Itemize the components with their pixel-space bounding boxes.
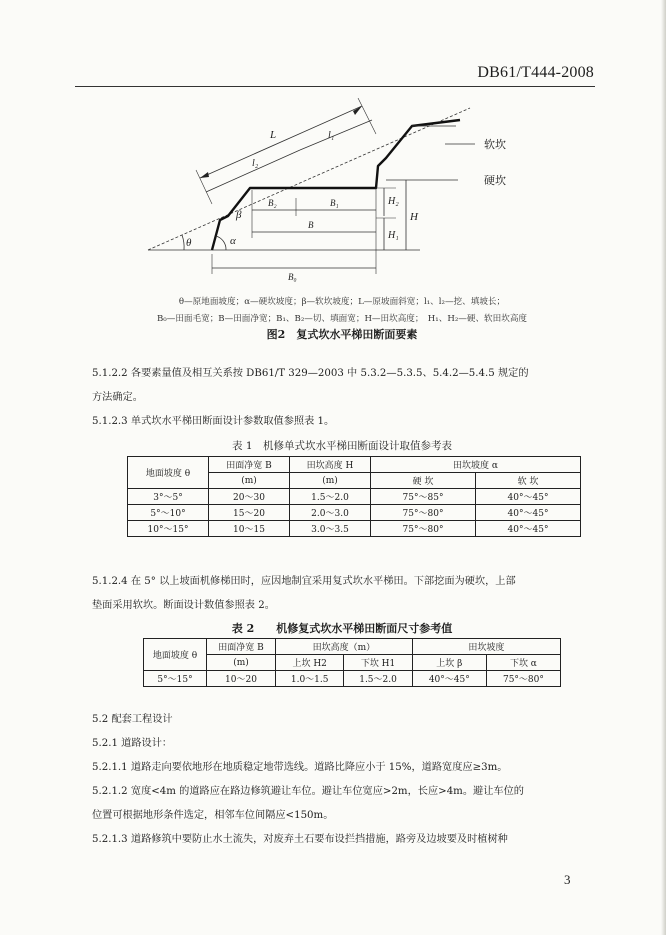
para-5-2-1-3: 5.2.1.3 道路修筑中要防止水土流失，对废弃土石要布设拦挡措施，路旁及边坡要及时植树种 (92, 834, 508, 845)
section-5-2-1: 5.2.1 道路设计： (92, 738, 173, 749)
t2-cell: 1.0～1.5 (276, 671, 344, 687)
legend-line-1: θ—原地面坡度；α—硬坎坡度；β—软坎坡度；L—原坡面斜宽；l₁、l₂—挖、填坡长； (178, 297, 506, 307)
t1-cell: 3°～5° (128, 489, 209, 505)
angle-alpha-arc (216, 236, 226, 250)
table-row (128, 489, 581, 505)
para-5-1-2-2-line2: 方法确定。 (92, 392, 143, 403)
page-edge-shadow (661, 0, 666, 935)
t1-cell: 40°～45° (476, 521, 581, 537)
t1-cell: 75°～85° (371, 489, 476, 505)
terrace-profile (212, 120, 460, 250)
t1-cell: 10～15 (209, 521, 290, 537)
label-l2: l₂ (252, 158, 259, 169)
label-beta: β (236, 209, 242, 221)
para-5-1-2-4-line1: 5.1.2.4 在 5° 以上坡面机修梯田时，应因地制宜采用复式坎水平梯田。下部挖面为硬坎，上部 (92, 576, 516, 587)
t1-cell: 10°～15° (128, 521, 209, 537)
terrace-section-diagram (140, 98, 550, 290)
t1-cell: 40°～45° (476, 505, 581, 521)
t1-header-height-unit: (m) (290, 473, 371, 489)
label-B0: B₀ (288, 272, 297, 282)
t1-cell: 1.5～2.0 (290, 489, 371, 505)
t2-header-width-unit: (m) (207, 655, 276, 671)
t2-header-width: 田面净宽 B (207, 639, 276, 655)
table-row (128, 505, 581, 521)
dim-l1 (300, 120, 372, 150)
t1-cell: 2.0～3.0 (290, 505, 371, 521)
table1-caption: 表 1 机修单式坎水平梯田断面设计取值参考表 (231, 440, 453, 452)
t2-cell: 5°～15° (144, 671, 207, 687)
dim-L-arrow-end (353, 106, 362, 115)
t1-cell: 40°～45° (476, 489, 581, 505)
table1 (127, 456, 581, 537)
label-soft-bank: 软坎 (484, 138, 506, 151)
t2-cell: 40°～45° (412, 671, 486, 687)
t2-header-upper-bank: 上坎 β (412, 655, 486, 671)
t1-header-slope: 地面坡度 θ (128, 457, 209, 489)
t1-cell: 20～30 (209, 489, 290, 505)
para-5-1-2-2-line1: 5.1.2.2 各要素量值及相互关系按 DB61/T 329—2003 中 5.3.2—5.3.5、5.4.2—5.4.5 规定的 (92, 368, 529, 379)
t2-cell: 10～20 (207, 671, 276, 687)
dim-L-arrow-start (200, 172, 209, 178)
t2-header-bank-slope: 田坎坡度 (412, 639, 560, 655)
legend-line-2: B₀—田面毛宽；B—田面净宽；B₁、B₂—切、填面宽；H—田坎高度； H₁、H₂—硬、软田坎高度 (156, 314, 528, 324)
para-5-1-2-3: 5.1.2.3 单式坎水平梯田断面设计参数取值参照表 1。 (92, 416, 335, 427)
t1-cell: 75°～80° (371, 505, 476, 521)
angle-theta-arc (182, 235, 184, 250)
t2-cell: 75°～80° (486, 671, 560, 687)
t1-cell: 3.0～3.5 (290, 521, 371, 537)
t1-header-bank-slope: 田坎坡度 α (371, 457, 581, 473)
label-theta: θ (186, 237, 192, 249)
label-B1: B₁ (330, 198, 339, 208)
t1-header-width: 田面净宽 B (209, 457, 290, 473)
para-5-2-1-2-line1: 5.2.1.2 宽度<4m 的道路应在路边修筑避让车位。避让车位宽应>2m，长应>4m。避让车位的 (92, 786, 524, 797)
t1-header-soft: 软 坎 (476, 473, 581, 489)
t1-header-height: 田坎高度 H (290, 457, 371, 473)
dim-L-ext-end (358, 98, 376, 134)
table2-caption: 表 2 机修复式坎水平梯田断面尺寸参考值 (231, 622, 453, 635)
label-B: B (308, 220, 314, 230)
section-5-2: 5.2 配套工程设计 (92, 714, 173, 725)
dim-L (200, 106, 362, 178)
label-alpha: α (230, 235, 236, 247)
label-hard-bank: 硬坎 (484, 174, 506, 187)
standard-code: DB61/T444-2008 (477, 64, 594, 81)
para-5-2-1-2-line2: 位置可根据地形条件选定，相邻车位间隔应<150m。 (92, 810, 334, 821)
t2-header-lower: 下坎 H1 (344, 655, 412, 671)
para-5-1-2-4-line2: 垫面采用软坎。断面设计数值参照表 2。 (92, 600, 275, 611)
t1-header-width-unit: (m) (209, 473, 290, 489)
page-number: 3 (564, 872, 571, 887)
label-H1: H₁ (388, 230, 399, 241)
label-L: L (270, 129, 277, 141)
label-H: H (410, 211, 418, 223)
t2-header-slope: 地面坡度 θ (144, 639, 207, 671)
table2 (143, 638, 561, 687)
t1-cell: 5°～10° (128, 505, 209, 521)
label-H2: H₂ (388, 196, 399, 207)
figure-caption: 图2 复式坎水平梯田断面要素 (266, 328, 418, 341)
t2-cell: 1.5～2.0 (344, 671, 412, 687)
table-row (144, 671, 561, 687)
t1-cell: 75°～80° (371, 521, 476, 537)
t1-cell: 15～20 (209, 505, 290, 521)
label-l1: l₁ (328, 130, 335, 141)
t2-header-upper: 上坎 H2 (276, 655, 344, 671)
label-B2: B₂ (268, 198, 277, 208)
t2-header-lower-bank: 下坎 α (486, 655, 560, 671)
header-rule (75, 86, 595, 87)
para-5-2-1-1: 5.2.1.1 道路走向要依地形在地质稳定地带选线。道路比降应小于 15%，道路宽度应≥3m。 (92, 762, 508, 773)
t1-header-hard: 硬 坎 (371, 473, 476, 489)
figure-legend (92, 294, 592, 328)
t2-header-height: 田坎高度（m） (276, 639, 413, 655)
dim-l2 (206, 150, 300, 192)
table-row (128, 521, 581, 537)
